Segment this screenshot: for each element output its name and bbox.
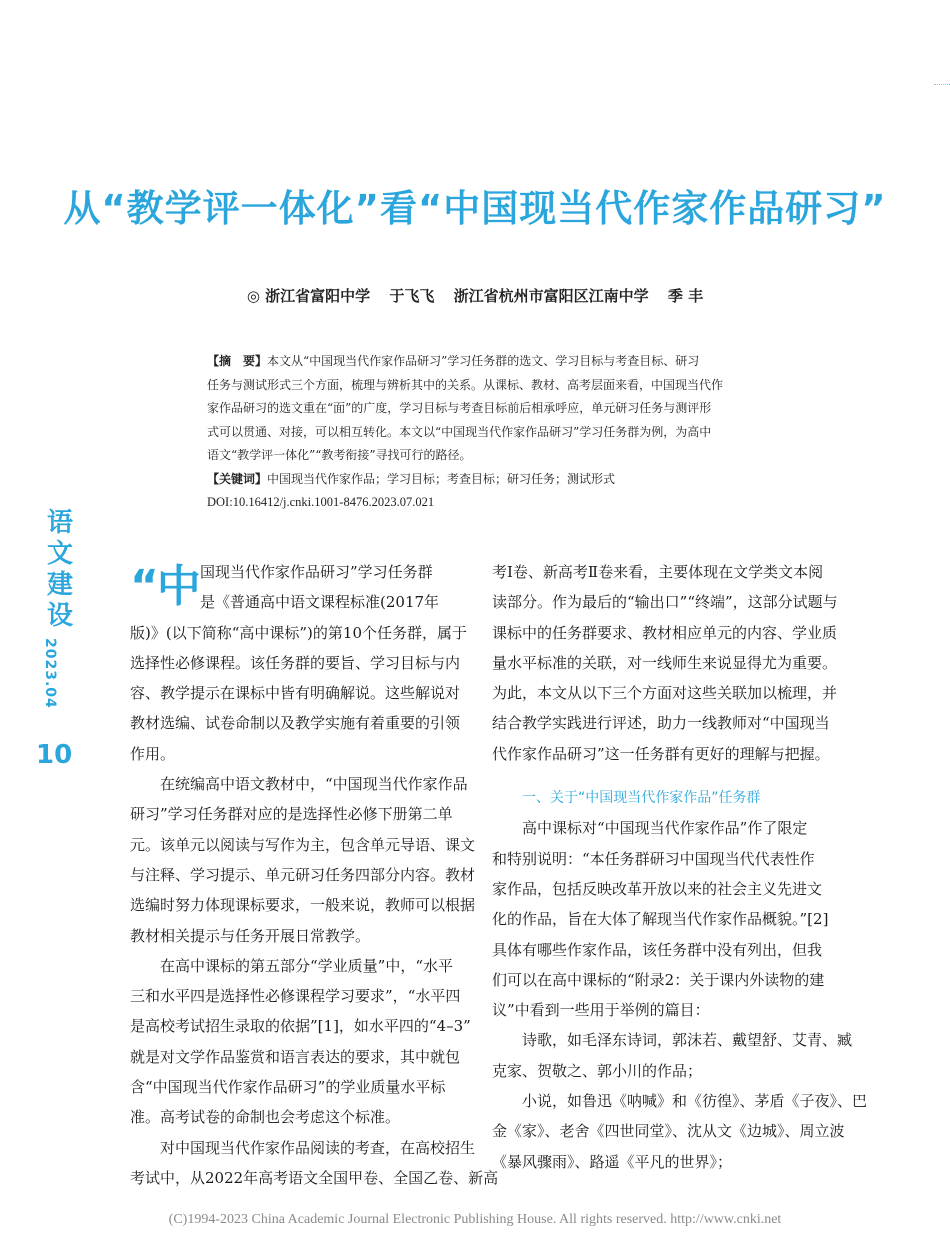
author-name-2: 季 丰 [667, 287, 704, 305]
page-number: 10 [36, 740, 73, 770]
body-line: 《暴风骤雨》、路遥《平凡的世界》； [492, 1152, 733, 1171]
body-line: 教材选编、试卷命制以及教学实施有着重要的引领 [130, 714, 461, 733]
body-line: 代作家作品研习”这一任务群有更好的理解与把握。 [492, 744, 830, 763]
article-title: 从“教学评一体化”看“中国现当代作家作品研习” [63, 187, 887, 230]
body-line: 版)》(以下简称“高中课标”)的第10个任务群，属于 [130, 623, 467, 642]
right-body-bottom [492, 813, 868, 1177]
journal-name: 语 文 建 设 [46, 508, 73, 631]
author-line [0, 285, 950, 306]
body-line: 为此，本文从以下三个方面对这些关联加以梳理，并 [492, 684, 838, 703]
body-line: 选择性必修课程。该任务群的要旨、学习目标与内 [130, 653, 461, 672]
body-line: 元。该单元以阅读与写作为主，包含单元导语、课文 [130, 835, 476, 854]
body-line: 金《家》、老舍《四世同堂》、沈从文《边城》、周立波 [492, 1122, 845, 1141]
body-line: 选编时努力体现课标要求，一般来说，教师可以根据 [130, 896, 476, 915]
body-line: 教材相关提示与任务开展日常教学。 [130, 926, 371, 945]
sidebar-journal [36, 508, 80, 770]
body-line: 读部分。作为最后的“输出口”“终端”，这部分试题与 [492, 593, 838, 612]
author-name-1: 于飞飞 [389, 287, 435, 305]
body-line: 作用。 [130, 744, 176, 763]
left-body [130, 618, 499, 1194]
body-line: 在高中课标的第五部分“学业质量”中，“水平 [130, 956, 454, 975]
body-line: 具体有哪些作家作品，该任务群中没有列出，但我 [492, 940, 823, 959]
section-heading: 一、关于“中国现当代作家作品”任务群 [522, 790, 761, 807]
abstract-line: 【摘 要】本文从“中国现当代作家作品研习”学习任务群的选文、学习目标与考查目标、研习 [207, 354, 700, 368]
body-line: 考Ⅰ卷、新高考Ⅱ卷来看，主要体现在文学类文本阅 [492, 563, 824, 581]
drop-cap: “中 [130, 561, 199, 612]
keywords-label: 【关键词】 [207, 471, 268, 486]
body-line: 三和水平四是选择性必修课程学习要求”，“水平四 [130, 987, 461, 1006]
body-line: 和特别说明：“本任务群研习中国现当代代表性作 [492, 849, 815, 868]
body-line: 含“中国现当代作家作品研习”的学业质量水平标 [130, 1078, 446, 1097]
left-column [130, 557, 499, 1193]
opening-paragraph: “中 国现当代作家作品研习”学习任务群 是《普通高中语文课程标准(2017年 [130, 561, 440, 612]
doi: DOI:10.16412/j.cnki.1001-8476.2023.07.021 [207, 495, 435, 509]
body-line: 在统编高中语文教材中，“中国现当代作家作品 [130, 775, 468, 794]
abstract-line: 任务与测试形式三个方面，梳理与辨析其中的关系。从课标、教材、高考层面来看，中国现当代作 [207, 377, 724, 392]
body-line: 容、教学提示在课标中皆有明确解说。这些解说对 [130, 684, 461, 703]
body-line: 小说，如鲁迅《呐喊》和《彷徨》、茅盾《子夜》、巴 [492, 1092, 868, 1111]
copyright-footer: (C)1994-2023 China Academic Journal Electronic Publishing House. All rights reserved. http://www.cnki.net [168, 1212, 782, 1227]
body-line: 议”中看到一些用于举例的篇目： [492, 1001, 710, 1020]
section-gap [492, 769, 850, 783]
corner-mark [934, 84, 950, 85]
abstract-line: 式可以贯通、对接，可以相互转化。本文以“中国现当代作家作品研习”学习任务群为例，为高中 [207, 424, 712, 439]
body-line: 是高校考试招生录取的依据”[1]，如水平四的“4–3” [130, 1017, 471, 1036]
body-line: 化的作品，旨在大体了解现当代作家作品概貌。”[2] [492, 910, 829, 929]
issue-date: 2023.04 [42, 638, 58, 709]
abstract-line: 家作品研习的选文重在“面”的广度，学习目标与考查目标前后相承呼应，单元研习任务与测评形 [207, 401, 712, 415]
body-line: 家作品，包括反映改革开放以来的社会主义先进文 [492, 879, 823, 898]
keywords: 【关键词】中国现当代作家作品；学习目标；考查目标；研习任务；测试形式 [207, 471, 616, 486]
body-line: 量水平标准的关联，对一线师生来说显得尤为重要。 [492, 653, 838, 672]
body-line: 与注释、学习提示、单元研习任务四部分内容。教材 [130, 865, 476, 884]
author-school-2: 浙江省杭州市富阳区江南中学 [453, 287, 649, 305]
body-line: 诗歌，如毛泽东诗词，郭沫若、戴望舒、艾青、臧 [492, 1031, 853, 1050]
abstract-label: 【摘 要】 [207, 354, 268, 368]
body-line: 考试中，从2022年高考语文全国甲卷、全国乙卷、新高 [130, 1168, 499, 1187]
body-line: 克家、贺敬之、郭小川的作品； [492, 1061, 703, 1080]
abstract [207, 350, 767, 515]
author-school-1: ◎ 浙江省富阳中学 [246, 287, 371, 305]
body-line: 高中课标对“中国现当代作家作品”作了限定 [492, 819, 808, 838]
abstract-line: 语文“教学评一体化”“教考衔接”寻找可行的路径。 [207, 448, 472, 462]
right-body-top [492, 557, 850, 769]
right-column [492, 557, 868, 1177]
body-line: 结合教学实践进行评述，助力一线教师对“中国现当 [492, 714, 830, 733]
body-line: 对中国现当代作家作品阅读的考查，在高校招生 [130, 1138, 476, 1157]
body-line: 课标中的任务群要求、教材相应单元的内容、学业质 [492, 623, 838, 642]
body-line: 们可以在高中课标的“附录2：关于课内外读物的建 [492, 970, 825, 989]
body-line: 准。高考试卷的命制也会考虑这个标准。 [130, 1108, 401, 1127]
body-line: 研习”学习任务群对应的是选择性必修下册第二单 [130, 805, 453, 824]
body-line: 就是对文学作品鉴赏和语言表达的要求，其中就包 [130, 1047, 461, 1066]
